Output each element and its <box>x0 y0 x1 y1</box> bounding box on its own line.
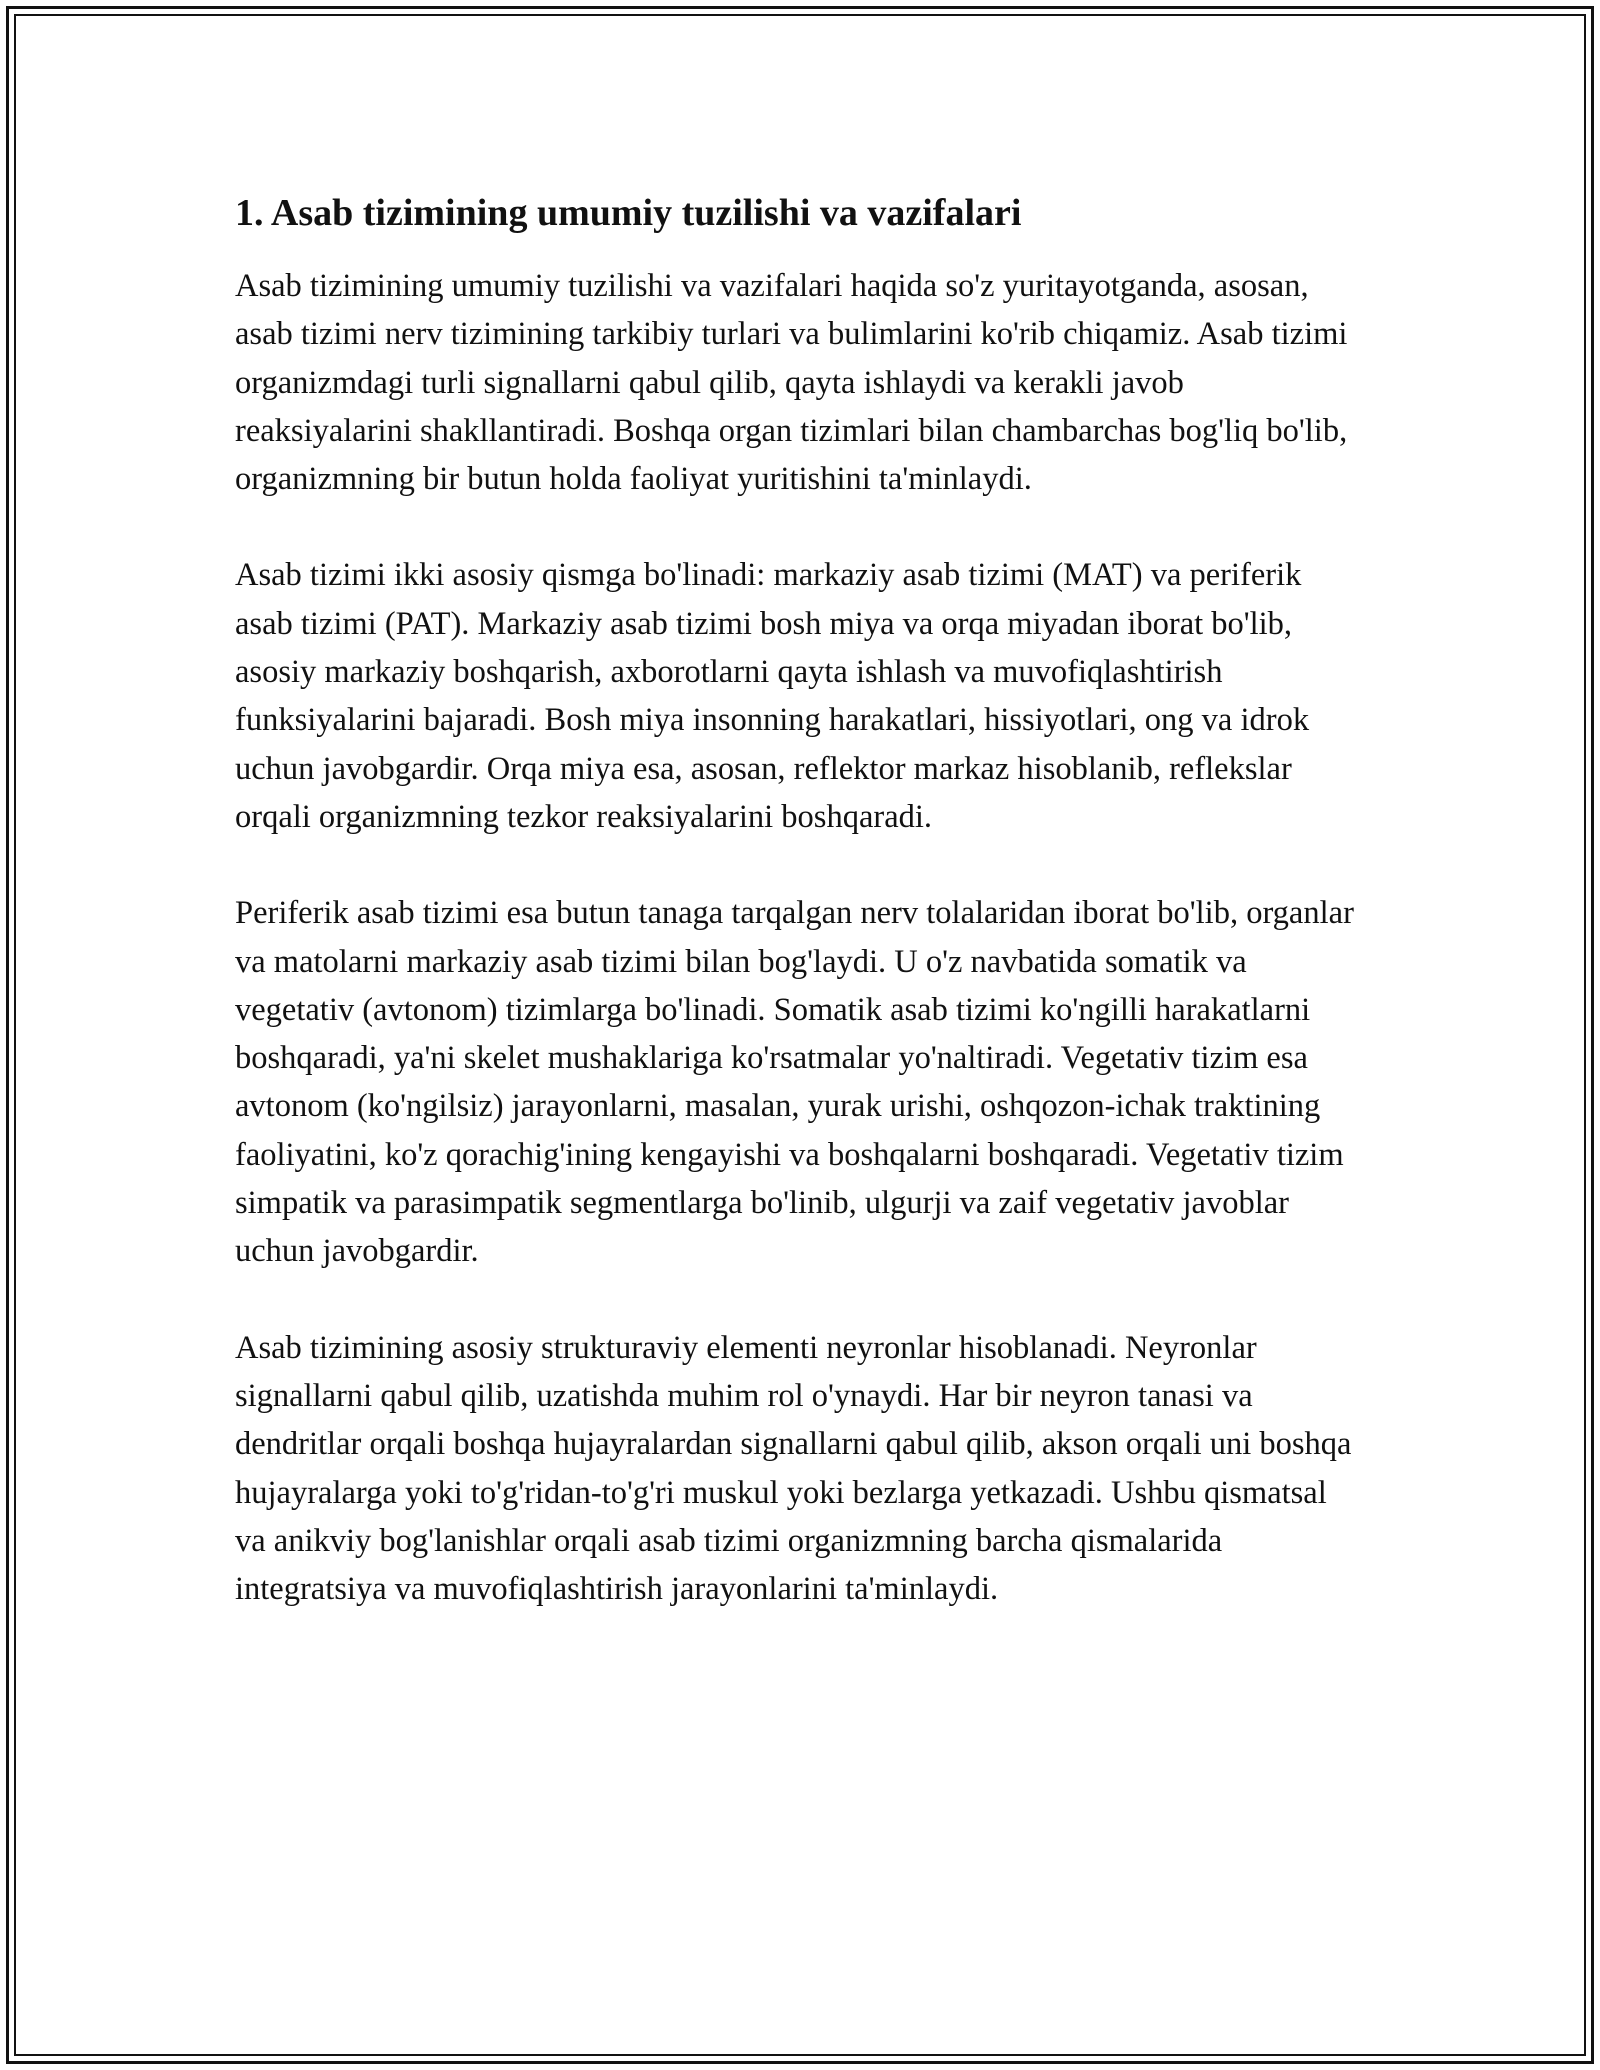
document-body <box>235 188 1365 1613</box>
paragraph-neurons: Asab tizimining asosiy strukturaviy elementi neyronlar hisoblanadi. Neyronlar signallarni qabul qilib, uzatishda muhim rol o'ynaydi. Har bir neyron tanasi va dendritlar orqali boshqa hujayralardan signallarni qabul qilib, akson orqali uni boshqa hujayralarga yoki to'g'ridan-to'g'ri muskul yoki bezlarga yetkazadi. Ushbu qismatsal va anikviy bog'lanishlar orqali asab tizimi organizmning barcha qismalarida integratsiya va muvofiqlashtirish jarayonlarini ta'minlaydi. <box>235 1329 1352 1608</box>
section-title: 1. Asab tizimining umumiy tuzilishi va vazifalari <box>235 192 1022 234</box>
paragraph-central-nervous-system: Asab tizimi ikki asosiy qismga bo'linadi: markaziy asab tizimi (MAT) va periferik asab tizimi (PAT). Markaziy asab tizimi bosh miya va orqa miyadan iborat bo'lib, asosiy markaziy boshqarish, axborotlarni qayta ishlash va muvofiqlashtirish funksiyalarini bajaradi. Bosh miya insonning harakatlari, hissiyotlari, ong va idrok uchun javobgardir. Orqa miya esa, asosan, reflektor markaz hisoblanib, reflekslar orqali organizmning tezkor reaksiyalarini boshqaradi. <box>235 557 1310 835</box>
paragraph-peripheral-nervous-system: Periferik asab tizimi esa butun tanaga tarqalgan nerv tolalaridan iborat bo'lib, organlar va matolarni markaziy asab tizimi bilan bog'laydi. U o'z navbatida somatik va vegetativ (avtonom) tizimlarga bo'linadi. Somatik asab tizimi ko'ngilli harakatlarni boshqaradi, ya'ni skelet mushaklariga ko'rsatmalar yo'naltiradi. Vegetativ tizim esa avtonom (ko'ngilsiz) jarayonlarni, masalan, yurak urishi, oshqozon-ichak traktining faoliyatini, ko'z qorachig'ining kengayishi va boshqalarni boshqaradi. Vegetativ tizim simpatik va parasimpatik segmentlarga bo'linib, ulgurji va zaif vegetativ javoblar uchun javobgardir. <box>235 895 1354 1270</box>
paragraph-general-structure: Asab tizimining umumiy tuzilishi va vazifalari haqida so'z yuritayotganda, asosan, asab tizimi nerv tizimining tarkibiy turlari va bulimlarini ko'rib chiqamiz. Asab tizimi organizmdagi turli signallarni qabul qilib, qayta ishlaydi va kerakli javob reaksiyalarini shakllantiradi. Boshqa organ tizimlari bilan chambarchas bog'liq bo'lib, organizmning bir butun holda faoliyat yuritishini ta'minlaydi. <box>235 268 1348 498</box>
